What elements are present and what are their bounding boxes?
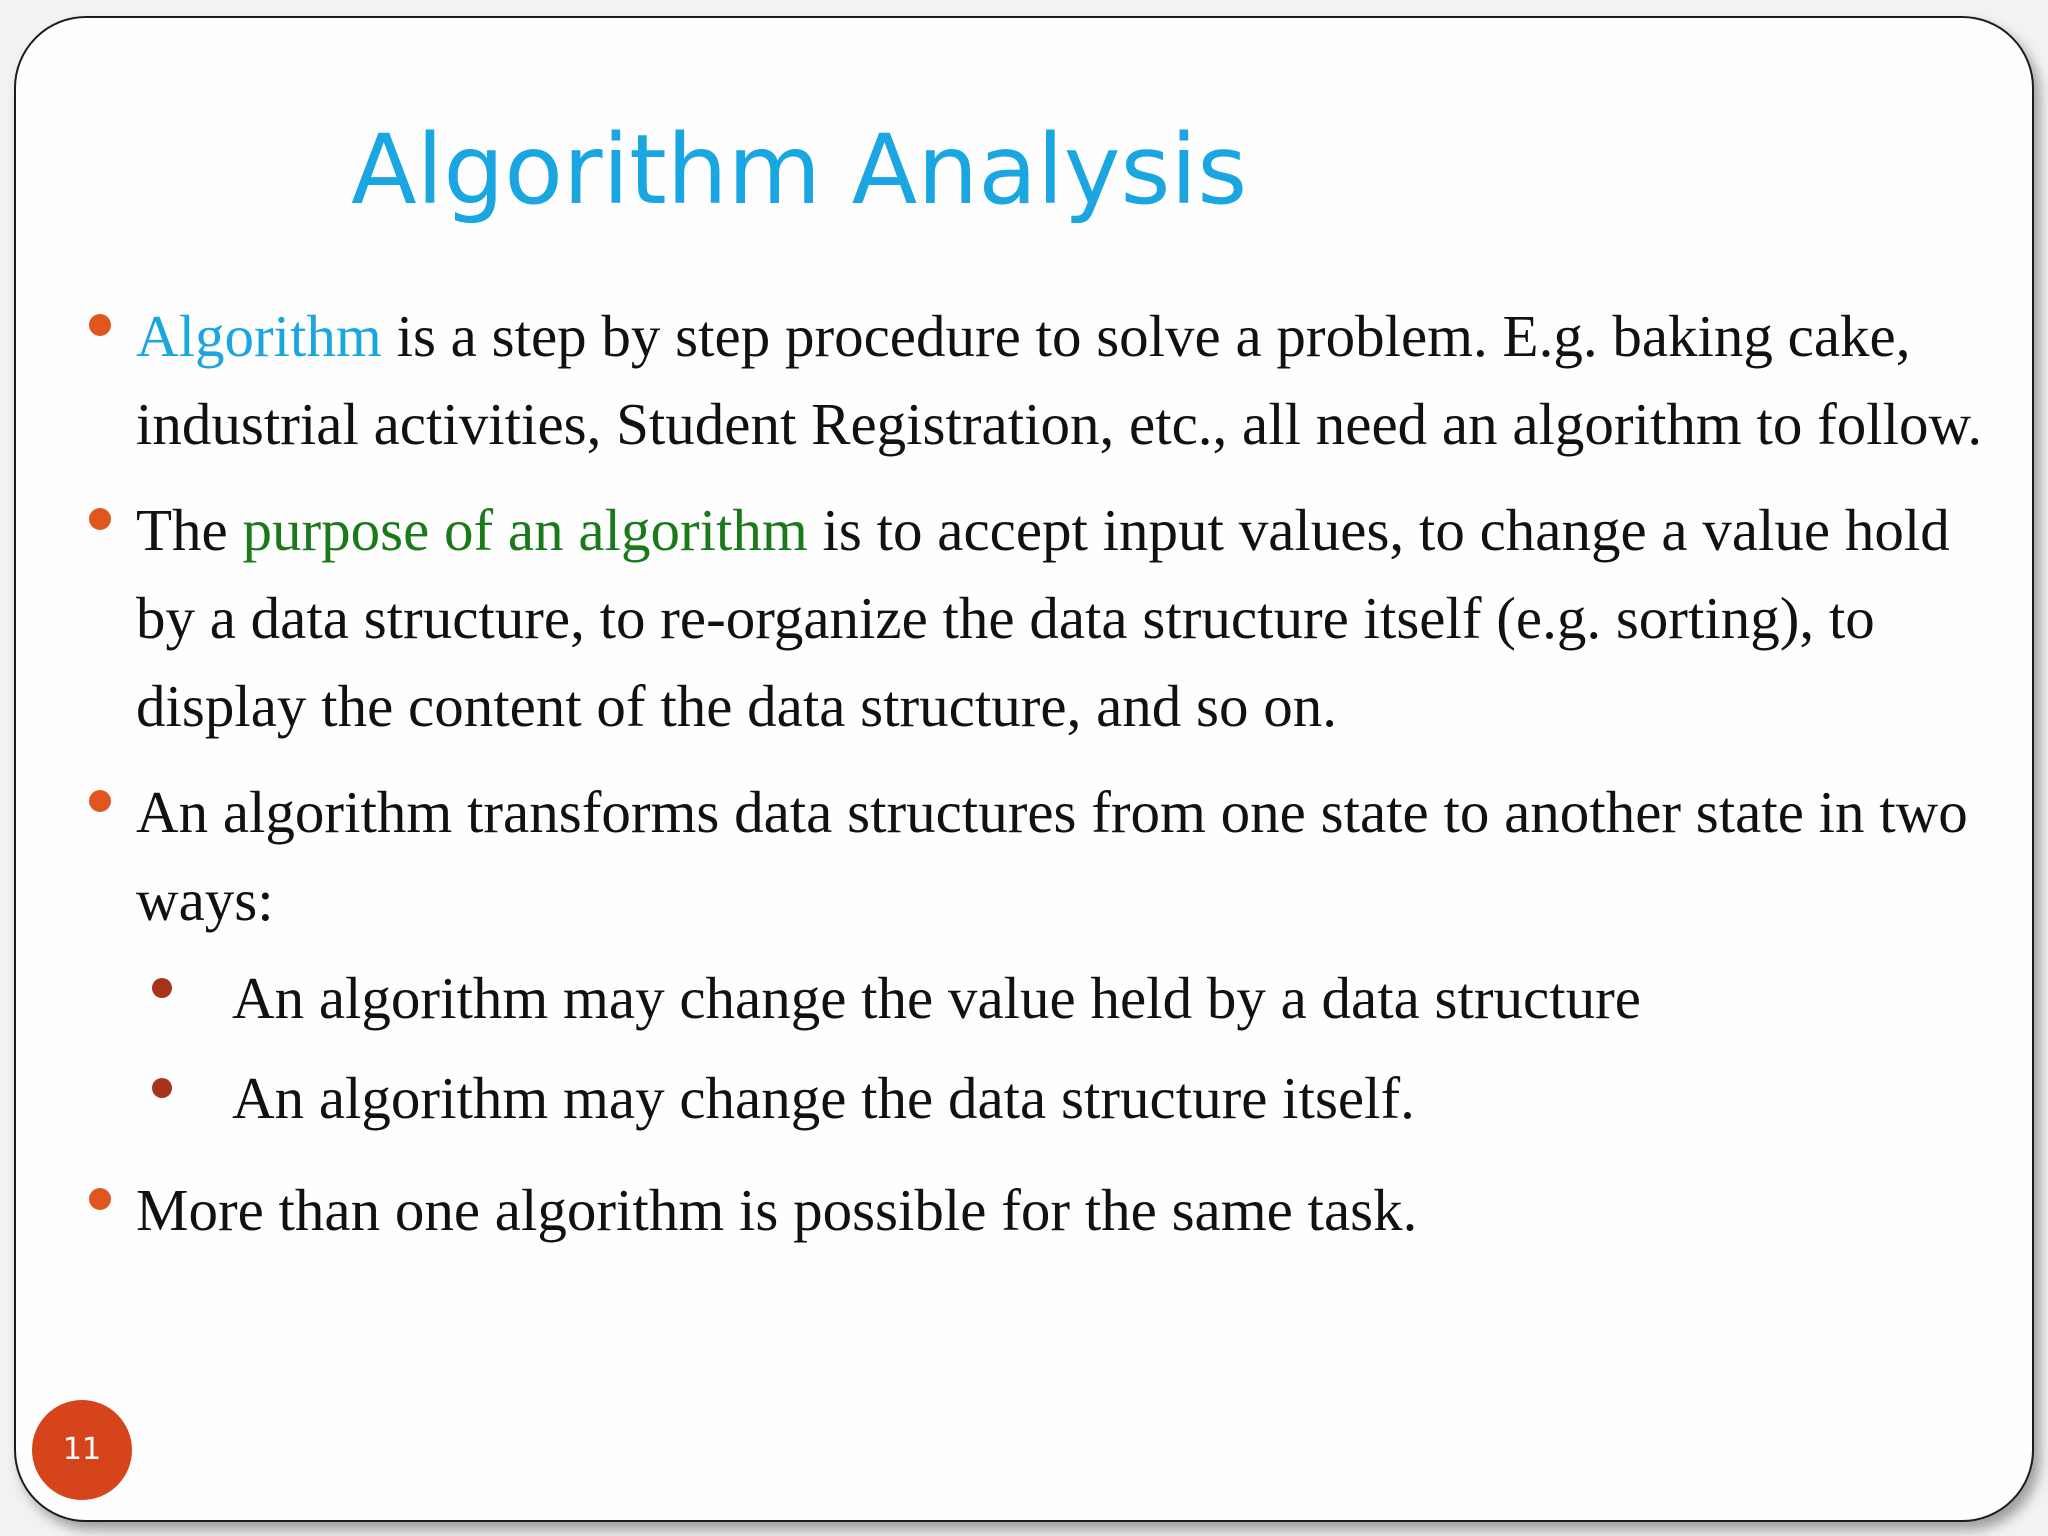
highlight-phrase-purpose: purpose of an algorithm [242, 497, 808, 563]
bullet-text-after: is to accept input values, to change a value hold by a data structure, to re-organize the data structure itself (e.g. sorting), to display the content of the data structure, and so on. [136, 497, 1950, 739]
bullet-text: An algorithm transforms data structures from one state to another state in two ways: [136, 779, 1968, 933]
sub-bullet-text: An algorithm may change the data structure itself. [232, 1065, 1415, 1131]
sub-bullet-item [232, 948, 2016, 1048]
bullet-dot-icon [89, 508, 111, 530]
bullet-item-algorithm-definition [136, 292, 2016, 468]
sub-bullet-dot-icon [152, 1078, 172, 1098]
slide-title: Algorithm Analysis [351, 114, 1248, 226]
bullet-text-before: The [136, 497, 243, 563]
bullet-list [136, 292, 2016, 1272]
bullet-item-algorithm-purpose [136, 486, 2016, 750]
page-number-badge: 11 [32, 1400, 132, 1500]
sub-bullet-list [136, 948, 2016, 1148]
sub-bullet-dot-icon [152, 978, 172, 998]
bullet-text: More than one algorithm is possible for the same task. [136, 1177, 1418, 1243]
bullet-dot-icon [89, 314, 111, 336]
bullet-text: is a step by step procedure to solve a problem. E.g. baking cake, industrial activities, Student Registration, etc., all need an algorithm to follow. [136, 303, 1983, 457]
bullet-item-transforms [136, 768, 2016, 1148]
bullet-dot-icon [89, 1188, 111, 1210]
bullet-item-multiple-algorithms [136, 1166, 2016, 1254]
slide [14, 16, 2034, 1522]
bullet-dot-icon [89, 790, 111, 812]
sub-bullet-item [232, 1048, 2016, 1148]
sub-bullet-text: An algorithm may change the value held by a data structure [232, 965, 1641, 1031]
highlight-term-algorithm: Algorithm [136, 303, 382, 369]
